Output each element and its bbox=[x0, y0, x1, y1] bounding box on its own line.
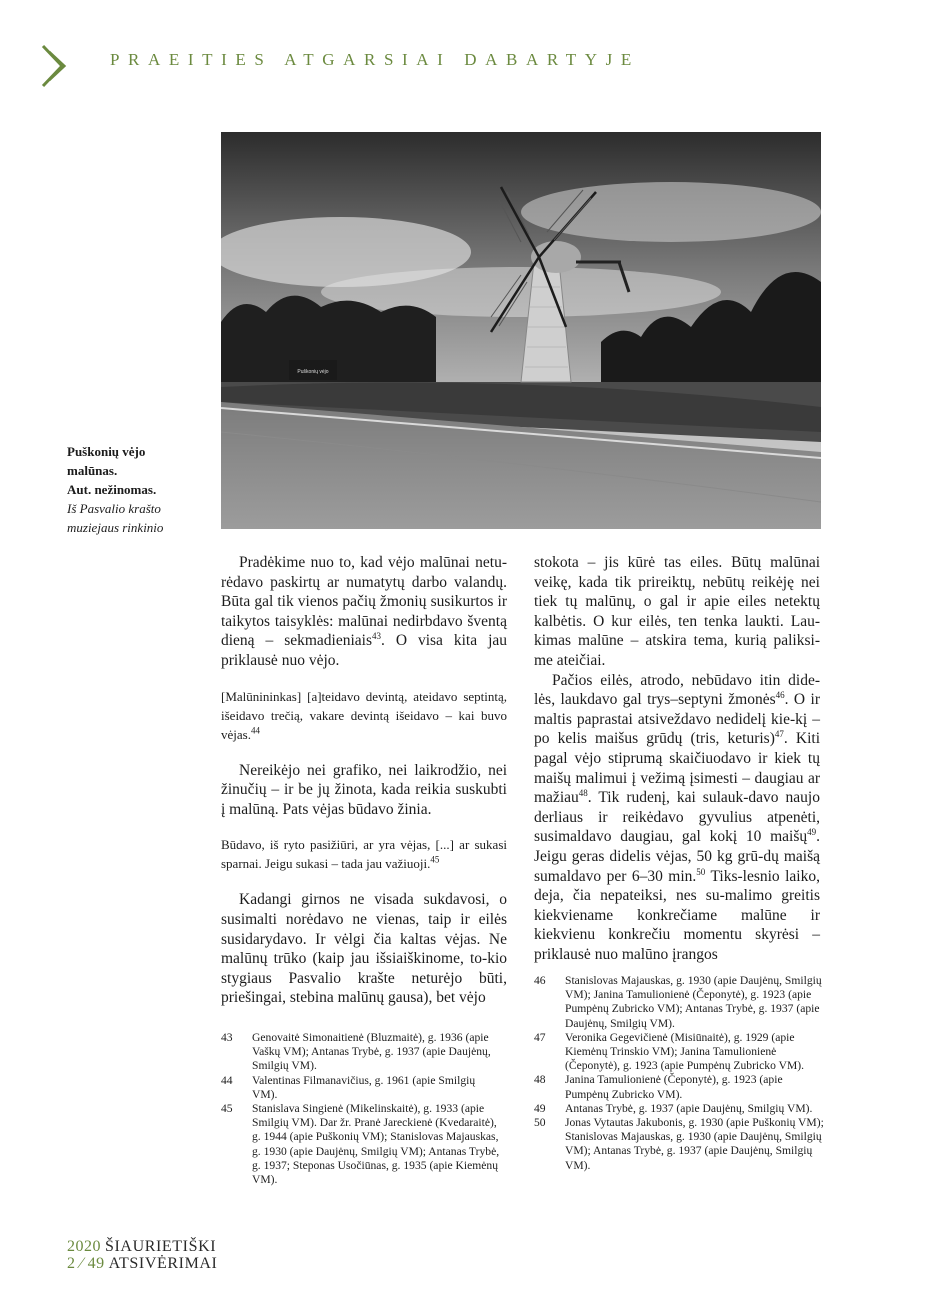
text-column-left bbox=[221, 553, 507, 1008]
paragraph: Nereikėjo nei grafiko, nei laikrodžio, nei žinučių – ir be jų žinota, kada reikia suskubti į malūną. Pats vėjas būdavo žinia. bbox=[221, 761, 507, 818]
footnote: 44 Valentinas Filmanavičius, g. 1961 (apie Smilgių VM). bbox=[221, 1073, 476, 1101]
running-header: PRAEITIES ATGARSIAI DABARTYJE bbox=[110, 50, 640, 69]
road-sign-text: Puškonių vėjo bbox=[297, 369, 329, 375]
caption-title: Puškonių vėjo bbox=[67, 444, 146, 459]
paragraph: Pačios eilės, atrodo, nebūdavo itin dide-lės, laukdavo gal trys–septyni žmonės$^{46}$. O ir maltis paprastai atsiveždavo nedidelį kie-kį – po kelis maišus grūdų (tris, keturis)$^{47}$. Kiti pagal vėjo stiprumą skaičiuodavo ir kiek tų maišų malimui į vežimą įsimesti – daugiau ar mažiau$^{48}$. Tik rudenį, kai sulauk-davo naujo derliaus ir reikėdavo gyvulius atpenėti, susimaldavo daugiau, gal kokį 10 maišų$^{49}$. Jeigu geras didelis vėjas, 50 kg grū-dų maišą sumaldavo per 6–30 min.$^{50}$ Tiks-lesnio laiko, deja, čia nepateiksi, nes su-malimo greitis kiekviename konkrečiame malūne ir kiekvienu konkrečiu momentu skyrėsi – priklausė nuo malūno įrangos bbox=[534, 671, 820, 963]
footer-title: ŠIAURIETIŠKI bbox=[105, 1238, 217, 1255]
paragraph: Pradėkime nuo to, kad vėjo malūnai netu-rėdavo paskirtų ar numatytų darbo valandų. Būta gal tik vienos pačių žmonių susikurtos ir taikytos taisyklės: malūnai nedirbdavo šventą dieną – sekmadieniais$^{43}$. O visa kita jau priklausė nuo vėjo. bbox=[221, 554, 508, 669]
footnote: 50 Jonas Vytautas Jakubonis, g. 1930 (apie Puškonių VM); Stanislovas Majauskas, g. 1930 (apie Daujėnų, Smilgių VM); Antanas Trybė, g. 1937 (apie Daujėnų, Smilgių VM). bbox=[534, 1116, 824, 1172]
footnote: 43 Genovaitė Simonaitienė (Bluzmaitė), g. 1936 (apie Vaškų VM); Antanas Trybė, g. 1937 (apie Daujėnų, Smilgių VM). bbox=[221, 1031, 491, 1073]
caption-source: Iš Pasvalio krašto bbox=[67, 501, 161, 516]
footnote: 48 Janina Tamulionienė (Čeponytė), g. 1923 (apie Pumpėnų Zubricko VM). bbox=[534, 1073, 783, 1101]
quotation: [Malūnininkas] [a]teidavo devintą, ateidavo septintą, išeidavo trečią, vakare devintą išeidavo – kai buvo vėjas.$^{44}$ bbox=[221, 688, 507, 742]
caption-title-2: malūnas. bbox=[67, 463, 118, 478]
footnotes-right bbox=[534, 974, 824, 1173]
caption-author: Aut. nežinomas. bbox=[67, 482, 157, 497]
paragraph: stokota – jis kūrė tas eiles. Būtų malūnai veikę, kada tik prireiktų, nebūtų reikėję nei tiek tų malūnų, o gal ir apie eiles netektų kalbėtis. O kur eilės, ten tenka laukti. Lau-kimas malūne – atskira tema, kurią paliksi-me ateičiai. bbox=[534, 554, 820, 669]
footnotes-left bbox=[221, 1031, 501, 1187]
footnote: 49 Antanas Trybė, g. 1937 (apie Daujėnų, Smilgių VM). bbox=[534, 1101, 813, 1115]
caption-source-2: muziejaus rinkinio bbox=[67, 520, 164, 535]
double-chevron-icon bbox=[40, 42, 70, 90]
footnote: 45 Stanislava Singienė (Mikelinskaitė), g. 1933 (apie Smilgių VM). Dar žr. Pranė Jareckienė (Kvedaraitė), g. 1944 (apie Puškonių VM); Stanislovas Majauskas, g. 1930 (apie Daujėnų, Smilgių VM); Antanas Trybė, g. 1937; Steponas Usočiūnas, g. 1935 (apie Kiemėnų VM). bbox=[221, 1102, 500, 1187]
footer-year: 2020 bbox=[67, 1238, 101, 1255]
footnote: 46 Stanislovas Majauskas, g. 1930 (apie Daujėnų, Smilgių VM); Janina Tamulionienė (Čeponytė), g. 1923 (apie Pumpėnų Zubricko VM); Antanas Trybė, g. 1937 (apie Daujėnų, Smilgių VM). bbox=[534, 974, 822, 1030]
windmill-photo bbox=[221, 132, 821, 529]
text-column-right bbox=[534, 553, 820, 964]
page-footer bbox=[67, 1238, 218, 1272]
photo-caption bbox=[67, 442, 207, 537]
paragraph: Kadangi girnos ne visada sukdavosi, o susimalti norėdavo ne vienas, taip ir eilės susidarydavo. Ir vėlgi čia kaltas vėjas. Ne malūnų trūko (kaip jau išsiaiškinome, to-kio stygiaus Pasvalio krašte neturėjo būti, priešingai, stebina malūnų gausa), bet vėjo bbox=[221, 891, 507, 1007]
footer-title-2: ATSIVĖRIMAI bbox=[108, 1255, 218, 1272]
quotation: Būdavo, iš ryto pasižiūri, ar yra vėjas, [...] ar sukasi sparnai. Jeigu sukasi – tada jau važiuoji.$^{45}$ bbox=[221, 837, 507, 872]
footnote: 47 Veronika Gegevičienė (Misiūnaitė), g. 1929 (apie Kiemėnų Trinskio VM); Janina Tamulionienė (Čeponytė), g. 1923 (apie Pumpėnų Zubricko VM). bbox=[534, 1030, 805, 1073]
footer-issue: 2 ⁄ 49 bbox=[67, 1255, 105, 1272]
